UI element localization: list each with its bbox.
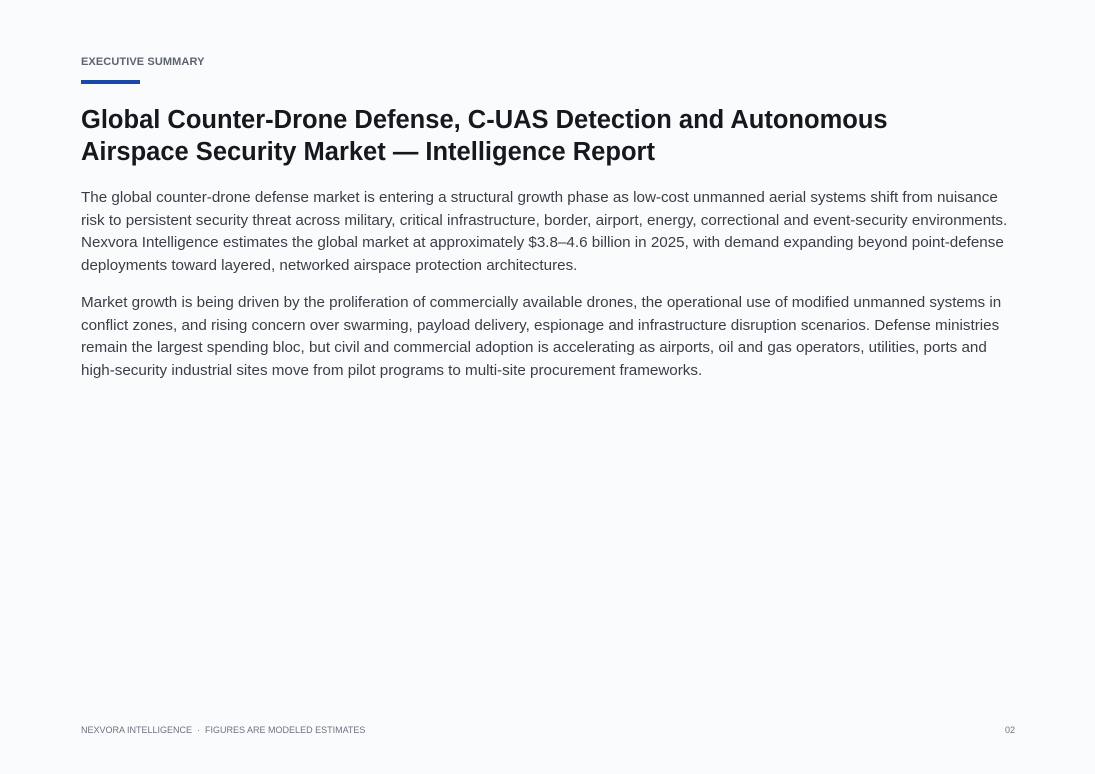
summary-paragraph-1: The global counter-drone defense market is entering a structural growth phase as low-cost unmanned aerial systems shift from nuisance risk to persistent security threat across military, critical infrastructure, border, airport, energy, correctional and event-security environments. Nexvora Intelligence estimates the global market at approximately $3.8–4.6 billion in 2025, with demand expanding beyond point-defense deployments toward layered, networked airspace protection architectures.	[81, 189, 1008, 275]
footer-brand: NEXVORA INTELLIGENCE	[81, 725, 193, 735]
page-title-line-2: Airspace Security Market — Intelligence Report	[81, 138, 655, 166]
page-title	[81, 104, 961, 168]
accent-rule	[81, 80, 140, 84]
summary-paragraph-2: Market growth is being driven by the proliferation of commercially available drones, the operational use of modified unmanned systems in conflict zones, and rising concern over swarming, payload delivery, espionage and infrastructure disruption scenarios. Defense ministries remain the largest spending bloc, but civil and commercial adoption is accelerating as airports, oil and gas operators, utilities, ports and high-security industrial sites move from pilot programs to multi-site procurement frameworks.	[81, 294, 1002, 380]
footer-separator: ·	[197, 725, 201, 735]
footer-left	[81, 725, 365, 735]
footer-note: FIGURES ARE MODELED ESTIMATES	[205, 725, 366, 735]
section-eyebrow: EXECUTIVE SUMMARY	[81, 56, 205, 68]
report-page	[81, 0, 1015, 774]
page-title-line-1: Global Counter-Drone Defense, C-UAS Detection and Autonomous	[81, 106, 888, 134]
page-footer	[81, 725, 1015, 735]
page-number: 02	[1004, 725, 1015, 735]
